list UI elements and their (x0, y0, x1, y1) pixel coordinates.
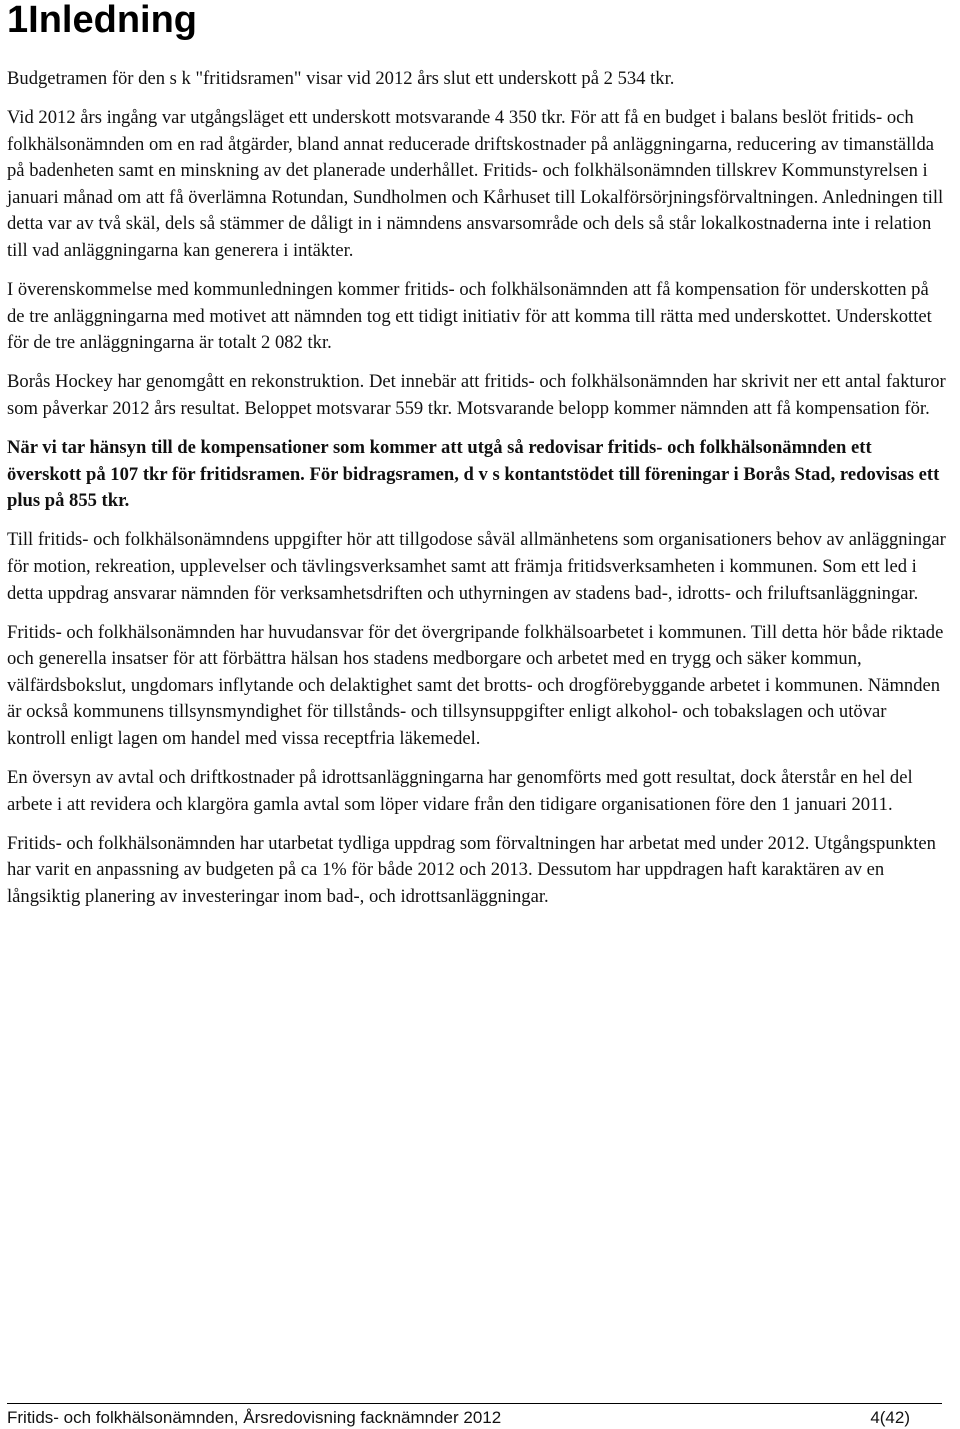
heading-title: Inledning (28, 0, 198, 41)
paragraph-deficit: Budgetramen för den s k "fritidsramen" visar vid 2012 års slut ett underskott på 2 534 tkr. (7, 68, 675, 89)
document-page (7, 0, 947, 908)
body-text (7, 66, 947, 923)
footer-title: Fritids- och folkhälsonämnden, Årsredovisning facknämnder 2012 (7, 1408, 502, 1427)
heading-number: 1 (7, 0, 29, 41)
paragraph-hockey: Borås Hockey har genomgått en rekonstruktion. Det innebär att fritids- och folkhälsonämnden har skrivit ner ett antal fakturor som påverkar 2012 års resultat. Beloppet motsvarar 559 tkr. Motsvarande belopp kommer nämnden att få kompensation för. (7, 371, 946, 420)
paragraph-starting-point: Vid 2012 års ingång var utgångsläget ett underskott motsvarande 4 350 tkr. För att få en budget i balans beslöt fritids- och folkhälsonämnden om en rad åtgärder, bland annat reducerade driftskostnader på anläggningarna, reducering av timanställda på badenheten samt en minskning av det planerade underhållet. Fritids- och folkhälsonämnden tillskrev Kommunstyrelsen i januari månad om att få överlämna Rotundan, Sundholmen och Kårhuset till Lokalförsörjningsförvaltningen. Anledningen till detta var av två skäl, dels så stämmer de dåligt in i nämndens ansvarsområde och dels så står lokalkostnaderna inte i relation till vad anläggningarna kan generera i intäkter. (7, 107, 944, 262)
paragraph-assignments: Fritids- och folkhälsonämnden har utarbetat tydliga uppdrag som förvaltningen har arbetat med under 2012. Utgångspunkten har varit en anpassning av budgeten på ca 1% för både 2012 och 2013. Dessutom har uppdragen haft karaktären av en långsiktig planering av investeringar inom bad-, och idrottsanläggningar. (7, 832, 936, 908)
paragraph-duties: Till fritids- och folkhälsonämndens uppgifter hör att tillgodose såväl allmänhetens som organisationers behov av anläggningar för motion, rekreation, upplevelser och tävlingsverksamhet samt att främja fritidsverksamheten i kommunen. Som ett led i detta uppdrag ansvarar nämnden för verksamhetsdriften och uthyrningen av stadens bad-, idrotts- och friluftsanläggningar. (7, 529, 946, 604)
page-footer (7, 1403, 942, 1429)
footer-page-number: 4(42) (870, 1408, 910, 1427)
page-title (7, 0, 947, 40)
paragraph-summary: När vi tar hänsyn till de kompensationer som kommer att utgå så redovisar fritids- och folkhälsonämnden ett överskott på 107 tkr för fritidsramen. För bidragsramen, d v s kontantstödet till föreningar i Borås Stad, redovisas ett plus på 855 tkr. (7, 437, 940, 512)
paragraph-contracts: En översyn av avtal och driftkostnader på idrottsanläggningarna har genomförts med gott resultat, dock återstår en hel del arbete i att revidera och klargöra gamla avtal som löper vidare från den tidigare organisationen före den 1 januari 2011. (7, 767, 913, 815)
paragraph-agreement: I överenskommelse med kommunledningen kommer fritids- och folkhälsonämnden att få kompensation för underskotten på de tre anläggningarna med motivet att nämnden tog ett tidigt initiativ för att komma till rätta med underskottet. Underskottet för de tre anläggningarna är totalt 2 082 tkr. (7, 279, 932, 354)
paragraph-public-health: Fritids- och folkhälsonämnden har huvudansvar för det övergripande folkhälsoarbetet i kommunen. Till detta hör både riktade och generella insatser för att förbättra hälsan hos stadens medborgare och arbetet med en trygg och säker kommun, välfärdsbokslut, ungdomars inflytande och delaktighet samt det brotts- och drogförebyggande arbetet i kommunen. Nämnden är också kommunens tillsynsmyndighet för tillstånds- och tillsynsuppgifter enligt alkohol- och tobakslagen och utövar kontroll enligt lagen om handel med vissa receptfria läkemedel. (7, 621, 944, 750)
